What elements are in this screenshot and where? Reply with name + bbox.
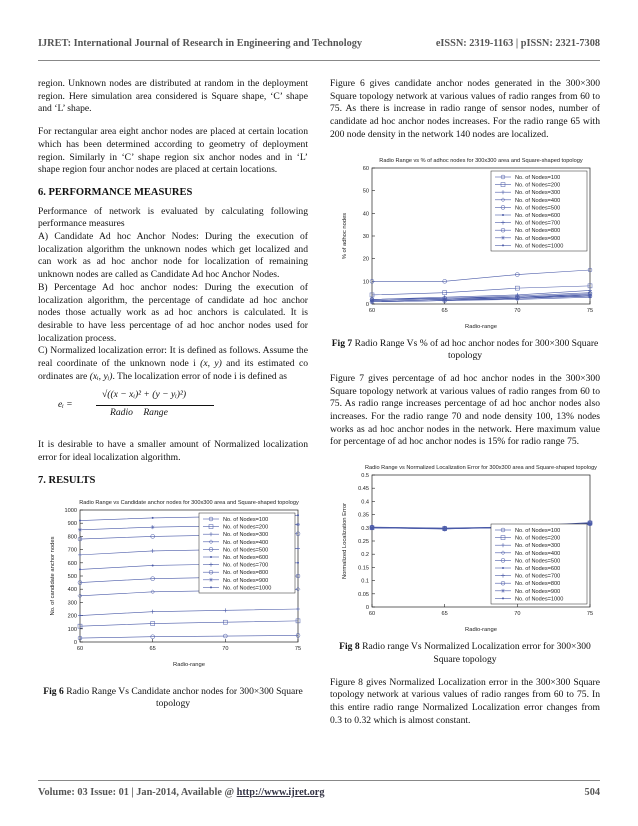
data-point xyxy=(444,299,446,301)
text: and its estimated co ordinates are xyxy=(38,358,308,382)
y-tick-label: 0.35 xyxy=(358,512,369,519)
chart-svg xyxy=(330,459,600,637)
legend-entry: No. of Nodes=900 xyxy=(515,235,561,242)
y-tick-label: 0.45 xyxy=(358,486,369,493)
y-tick-label: 10 xyxy=(362,278,369,285)
math-inline: (xᵢ, yᵢ) xyxy=(89,370,113,382)
paragraph: B) Percentage Ad hoc anchor nodes: During the execution of localization algorithm, the percentage of candidate ad hoc anchor nodes those actually work as ad hoc anchors is calculated. It is desirable to have less percentage of ad hoc anchor nodes used for localization process. xyxy=(38,281,308,344)
legend-entry: No. of Nodes=800 xyxy=(515,581,561,588)
y-tick-label: 900 xyxy=(67,520,77,527)
legend-entry: No. of Nodes=900 xyxy=(515,588,561,595)
legend-entry: No. of Nodes=1000 xyxy=(515,596,564,603)
chart-svg xyxy=(38,494,308,672)
x-tick-label: 60 xyxy=(368,611,376,618)
running-header xyxy=(38,38,600,49)
legend-entry: No. of Nodes=800 xyxy=(223,569,269,576)
data-point xyxy=(297,561,299,563)
y-tick-label: 600 xyxy=(67,560,77,567)
data-point xyxy=(152,516,154,518)
legend-entry: No. of Nodes=100 xyxy=(515,528,561,535)
x-axis-label: Radio-range xyxy=(173,661,205,668)
right-column xyxy=(330,78,600,737)
legend-entry: No. of Nodes=1000 xyxy=(223,584,272,591)
y-tick-label: 400 xyxy=(67,586,77,593)
legend-entry: No. of Nodes=100 xyxy=(223,516,269,523)
chart-title: Radio Range vs Candidate anchor nodes for 300x300 area and Square-shaped topology xyxy=(79,499,299,506)
y-tick-label: 50 xyxy=(362,188,369,195)
legend-entry: No. of Nodes=500 xyxy=(515,558,561,565)
data-point xyxy=(151,525,155,529)
footer-volume xyxy=(38,787,325,798)
x-tick-label: 65 xyxy=(149,645,156,652)
legend-entry: No. of Nodes=600 xyxy=(515,212,561,219)
x-tick-label: 75 xyxy=(586,307,594,314)
caption-text: Radio Range Vs Candidate anchor nodes for 300×300 Square topology xyxy=(63,685,303,710)
legend-marker xyxy=(501,235,505,239)
caption-text: Radio range Vs Normalized Localization error for 300×300 Square topology xyxy=(359,641,591,665)
figure-label: Fig 6 xyxy=(43,685,64,697)
y-tick-label: 60 xyxy=(362,165,369,172)
data-point xyxy=(296,522,300,526)
y-axis-label: No. of candidate anchor nodes xyxy=(50,536,56,616)
legend-entry: No. of Nodes=800 xyxy=(515,227,561,234)
equation-numerator: √((x − xᵢ)² + (y − yᵢ)²) xyxy=(102,389,187,401)
caption-text: Radio Range Vs % of ad hoc anchor nodes for 300×300 Square topology xyxy=(352,337,599,362)
legend-marker xyxy=(502,567,504,569)
y-tick-label: 0.4 xyxy=(361,499,369,506)
legend-entry: No. of Nodes=400 xyxy=(515,550,561,557)
y-tick-label: 30 xyxy=(362,233,369,240)
y-tick-label: 700 xyxy=(67,547,77,554)
x-tick-label: 75 xyxy=(586,611,594,618)
chart-svg xyxy=(330,152,600,334)
paragraph: Figure 6 gives candidate anchor nodes generated in the 300×300 Square topology network at various values of radio ranges from 60 to 75. As there is increase in radio range of sensor nodes, number of candidate ad hoc anchor nodes increases. For the radio range 65 with 200 node density in the network 140 nodes are localized. xyxy=(330,78,600,140)
journal-name: IJRET: International Journal of Research in Engineering and Technology xyxy=(38,38,363,49)
fraction-bar xyxy=(96,405,214,406)
x-axis-label: Radio-range xyxy=(465,627,497,634)
legend-entry: No. of Nodes=700 xyxy=(515,573,561,580)
y-tick-label: 0.2 xyxy=(361,552,369,559)
section-heading: 6. PERFORMANCE MEASURES xyxy=(38,186,193,198)
legend-entry: No. of Nodes=500 xyxy=(223,546,269,553)
legend-entry: No. of Nodes=600 xyxy=(223,554,269,561)
y-axis-label: Normalized Localization Error xyxy=(342,503,348,580)
legend-entry: No. of Nodes=1000 xyxy=(515,242,564,249)
legend-marker xyxy=(502,598,504,600)
legend-entry: No. of Nodes=300 xyxy=(515,543,561,550)
data-point xyxy=(296,546,300,550)
legend-entry: No. of Nodes=200 xyxy=(515,182,561,189)
series-line xyxy=(372,270,590,281)
data-point xyxy=(371,300,373,302)
left-column xyxy=(38,78,308,721)
y-tick-label: 0 xyxy=(365,301,369,308)
data-point xyxy=(78,613,82,617)
data-point xyxy=(79,519,81,521)
y-tick-label: 40 xyxy=(362,210,369,217)
x-tick-label: 60 xyxy=(76,645,84,652)
figure-7-chart xyxy=(330,152,600,334)
x-tick-label: 75 xyxy=(294,645,302,652)
series-line xyxy=(80,609,298,616)
data-point xyxy=(223,608,227,612)
legend-marker xyxy=(502,244,504,246)
x-tick-label: 60 xyxy=(368,307,376,314)
legend-entry: No. of Nodes=400 xyxy=(515,197,561,204)
data-point xyxy=(589,296,591,298)
chart-title: Radio Range vs Normalized Localization Error for 300x300 area and Square-shaped topology xyxy=(365,465,597,472)
legend-entry: No. of Nodes=900 xyxy=(223,577,269,584)
y-tick-label: 0.5 xyxy=(361,473,369,480)
legend-marker xyxy=(210,556,212,558)
chart-title: Radio Range vs % of adhoc nodes for 300x300 area and Square-shaped topology xyxy=(379,157,583,164)
equation-lhs: eᵢ = xyxy=(58,399,73,411)
legend-entry: No. of Nodes=700 xyxy=(515,220,561,227)
x-axis-label: Radio-range xyxy=(465,323,497,330)
text: . The localization error of node i is defined as xyxy=(112,370,288,382)
figure-caption xyxy=(330,641,600,666)
y-tick-label: 0 xyxy=(365,605,369,612)
x-tick-label: 70 xyxy=(514,611,521,618)
header-rule xyxy=(38,60,600,61)
paragraph: It is desirable to have a smaller amount of Normalized localization error for ideal localization algorithm. xyxy=(38,439,308,464)
legend-entry: No. of Nodes=300 xyxy=(223,531,269,538)
figure-caption xyxy=(38,686,308,711)
y-tick-label: 800 xyxy=(67,533,77,540)
paragraph: region. Unknown nodes are distributed at random in the deployment region. Here simulation area considered is Square shape, ‘C’ shape and ‘L’ shape. xyxy=(38,78,308,115)
y-tick-label: 0.3 xyxy=(361,525,369,532)
data-point xyxy=(79,568,81,570)
footer-text: Volume: 03 Issue: 01 | Jan-2014, Available @ xyxy=(38,787,237,798)
legend-marker xyxy=(210,586,212,588)
page-number: 504 xyxy=(584,787,600,798)
data-point xyxy=(444,528,446,530)
data-point xyxy=(296,607,300,611)
y-tick-label: 1000 xyxy=(64,507,77,514)
y-tick-label: 300 xyxy=(67,599,77,606)
footer-rule xyxy=(38,780,600,781)
data-point xyxy=(297,514,299,516)
legend-entry: No. of Nodes=100 xyxy=(515,174,561,181)
x-tick-label: 65 xyxy=(441,611,448,618)
legend-entry: No. of Nodes=300 xyxy=(515,189,561,196)
series-line xyxy=(372,285,590,294)
data-point xyxy=(371,527,373,529)
equation-denominator: Radio Range xyxy=(110,407,168,419)
legend-entry: No. of Nodes=700 xyxy=(223,562,269,569)
legend-entry: No. of Nodes=500 xyxy=(515,204,561,211)
figure-8-chart xyxy=(330,459,600,637)
issn: eISSN: 2319-1163 | pISSN: 2321-7308 xyxy=(435,38,600,49)
data-point xyxy=(151,609,155,613)
x-tick-label: 70 xyxy=(222,645,229,652)
figure-label: Fig 7 xyxy=(331,337,353,349)
series-line xyxy=(80,635,298,638)
legend-entry: No. of Nodes=400 xyxy=(223,539,269,546)
paragraph: Figure 7 gives percentage of ad hoc anchor nodes in the 300×300 Square topology network at various values of radio ranges from 60 to 75. As radio range increases percentage of ad hoc anchor nodes also increases. For the radio range 70 and node density 100, 13% nodes works as ad hoc anchor nodes in the network. Here maximum value for percentage of ad hoc anchor nodes is 15% for radio range 75. xyxy=(330,372,600,448)
data-point xyxy=(589,524,591,526)
data-point xyxy=(78,527,82,531)
x-tick-label: 70 xyxy=(514,307,521,314)
paragraph xyxy=(38,345,308,383)
data-point xyxy=(78,552,82,556)
legend-entry: No. of Nodes=200 xyxy=(223,524,269,531)
figure-label: Fig 8 xyxy=(339,641,360,653)
paragraph: For rectangular area eight anchor nodes are placed at certain location which has been determined according to geometry of deployment region. Similarly in ‘C’ shape region six anchor nodes and in ‘L’ shape region four anchor nodes are placed at certain locations. xyxy=(38,126,308,176)
footer-link[interactable]: http://www.ijret.org xyxy=(236,787,325,798)
paragraph: Figure 8 gives Normalized Localization error in the 300×300 Square topology network at various values of radio ranges from 60 to 75. In this entire radio range Normalized Localization error changes from 0.3 to 0.32 which is almost constant. xyxy=(330,676,600,726)
data-point xyxy=(151,548,155,552)
y-tick-label: 200 xyxy=(67,613,77,620)
y-tick-label: 100 xyxy=(67,626,77,633)
data-point xyxy=(152,564,154,566)
math-inline: (x, y) xyxy=(200,358,222,370)
x-tick-label: 65 xyxy=(441,307,448,314)
legend-marker xyxy=(502,214,504,216)
running-footer xyxy=(38,787,600,798)
figure-caption xyxy=(330,338,600,363)
text: C) Normalized localization error: It is defined as follows. Assume the real coordinate of the unknown node i xyxy=(38,345,308,370)
legend-entry: No. of Nodes=600 xyxy=(515,566,561,573)
series-line xyxy=(80,620,298,625)
y-axis-label: % of adhoc nodes xyxy=(342,212,348,259)
legend-entry: No. of Nodes=200 xyxy=(515,535,561,542)
section-heading: 7. RESULTS xyxy=(38,474,96,486)
figure-6-chart xyxy=(38,494,308,672)
y-tick-label: 0.25 xyxy=(358,539,369,546)
y-tick-label: 0.1 xyxy=(361,578,369,585)
y-tick-label: 0.05 xyxy=(358,591,369,598)
data-point xyxy=(516,298,518,300)
equation xyxy=(38,389,308,429)
y-tick-label: 20 xyxy=(362,256,369,263)
y-tick-label: 0.15 xyxy=(358,565,369,572)
paragraph: Performance of network is evaluated by calculating following performance measures xyxy=(38,205,308,230)
y-tick-label: 0 xyxy=(73,639,77,646)
paragraph: A) Candidate Ad hoc Anchor Nodes: During the execution of localization algorithm the unknown nodes which get localized and can work as ad hoc anchor node for localization of remaining unknown nodes are called as Candidate Ad hoc Anchor Nodes. xyxy=(38,231,308,281)
y-tick-label: 500 xyxy=(67,573,77,580)
